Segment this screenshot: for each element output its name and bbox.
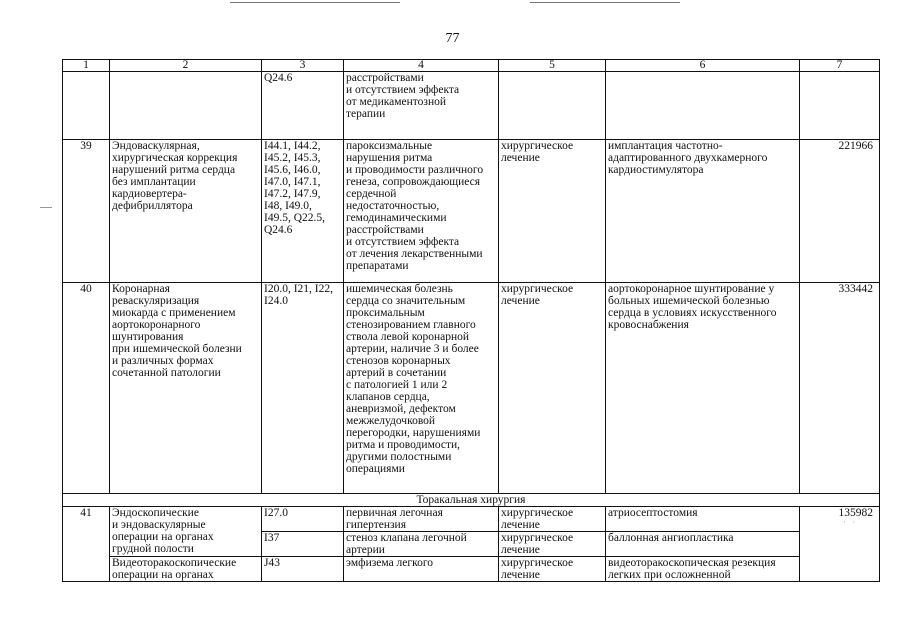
cell-price: 135982 [800,507,880,582]
cell-model: стеноз клапана легочной артерии [344,532,499,557]
cell-method: атриосептостомия [606,507,800,532]
cell-name: Коронарная реваскуляризация миокарда с применением аортокоронарного шунтирования при ишемической болезни и различных формах сочетанной патологии [110,283,262,494]
cell-price [800,72,880,140]
cell-model: первичная легочная гипертензия [344,507,499,532]
cell-model: пароксизмальные нарушения ритма и проводимости различного генеза, сопровождающиеся сердечной недостаточностью, гемодинамическими расстройствами и отсутствием эффекта от лечения лекарственными препаратами [344,140,499,283]
section-title: Торакальная хирургия [63,494,880,507]
cell-model: эмфизема легкого [344,557,499,582]
cell-treatment: хирургическое лечение [499,557,606,582]
table-row [63,557,880,582]
cell-method: аортокоронарное шунтирование у больных ишемической болезнью сердца в условиях искусственного кровоснабжения [606,283,800,494]
section-row [63,494,880,507]
cell-codes: I27.0 [262,507,344,532]
table-row [63,140,880,283]
cell-codes: Q24.6 [262,72,344,140]
cell-name: Эндоскопические и эндоваскулярные операции на органах грудной полости [110,507,262,557]
cell-treatment: хирургическое лечение [499,283,606,494]
cell-num [63,72,110,140]
cell-price: 221966 [800,140,880,283]
cell-name: Эндоваскулярная, хирургическая коррекция нарушений ритма сердца без имплантации кардиовертера- дефибриллятора [110,140,262,283]
header-cell: 4 [344,60,499,72]
table-row [63,507,880,532]
cell-codes: J43 [262,557,344,582]
cell-price: 333442 [800,283,880,494]
cell-model: ишемическая болезнь сердца со значительным проксимальным стенозированием главного ствола левой коронарной артерии, наличие 3 и более стенозов коронарных артерий в сочетании с патологией 1 или 2 клапанов сердца, аневризмой, дефектом межжелудочковой перегородки, нарушениями ритма и проводимости, другими полостными операциями [344,283,499,494]
cell-name: Видеоторакоскопические операции на органах [110,557,262,582]
margin-mark [40,207,52,208]
cell-method [606,72,800,140]
top-rule [530,2,680,3]
cell-num: 41 [63,507,110,582]
cell-treatment: хирургическое лечение [499,507,606,532]
header-cell: 7 [800,60,880,72]
cell-num: 40 [63,283,110,494]
table-row [63,72,880,140]
cell-name [110,72,262,140]
header-cell: 6 [606,60,800,72]
header-row [63,60,880,72]
header-cell: 2 [110,60,262,72]
cell-method: имплантация частотно- адаптированного двухкамерного кардиостимулятора [606,140,800,283]
cell-method: баллонная ангиопластика [606,532,800,557]
cell-treatment: хирургическое лечение [499,140,606,283]
cell-num: 39 [63,140,110,283]
cell-codes: I37 [262,532,344,557]
table-row [63,283,880,494]
cell-codes: I44.1, I44.2, I45.2, I45.3, I45.6, I46.0, I47.0, I47.1, I47.2, I47.9, I48, I49.0, I49.5, Q22.5, Q24.6 [262,140,344,283]
header-cell: 1 [63,60,110,72]
page-number: 77 [445,31,460,46]
header-cell: 5 [499,60,606,72]
scan-speck: · · [843,517,858,527]
cell-treatment [499,72,606,140]
cell-treatment: хирургическое лечение [499,532,606,557]
procedures-table [62,59,880,582]
top-rule [230,2,400,3]
header-cell: 3 [262,60,344,72]
cell-method: видеоторакоскопическая резекция легких при осложненной [606,557,800,582]
cell-model: расстройствами и отсутствием эффекта от медикаментозной терапии [344,72,499,140]
cell-codes: I20.0, I21, I22, I24.0 [262,283,344,494]
